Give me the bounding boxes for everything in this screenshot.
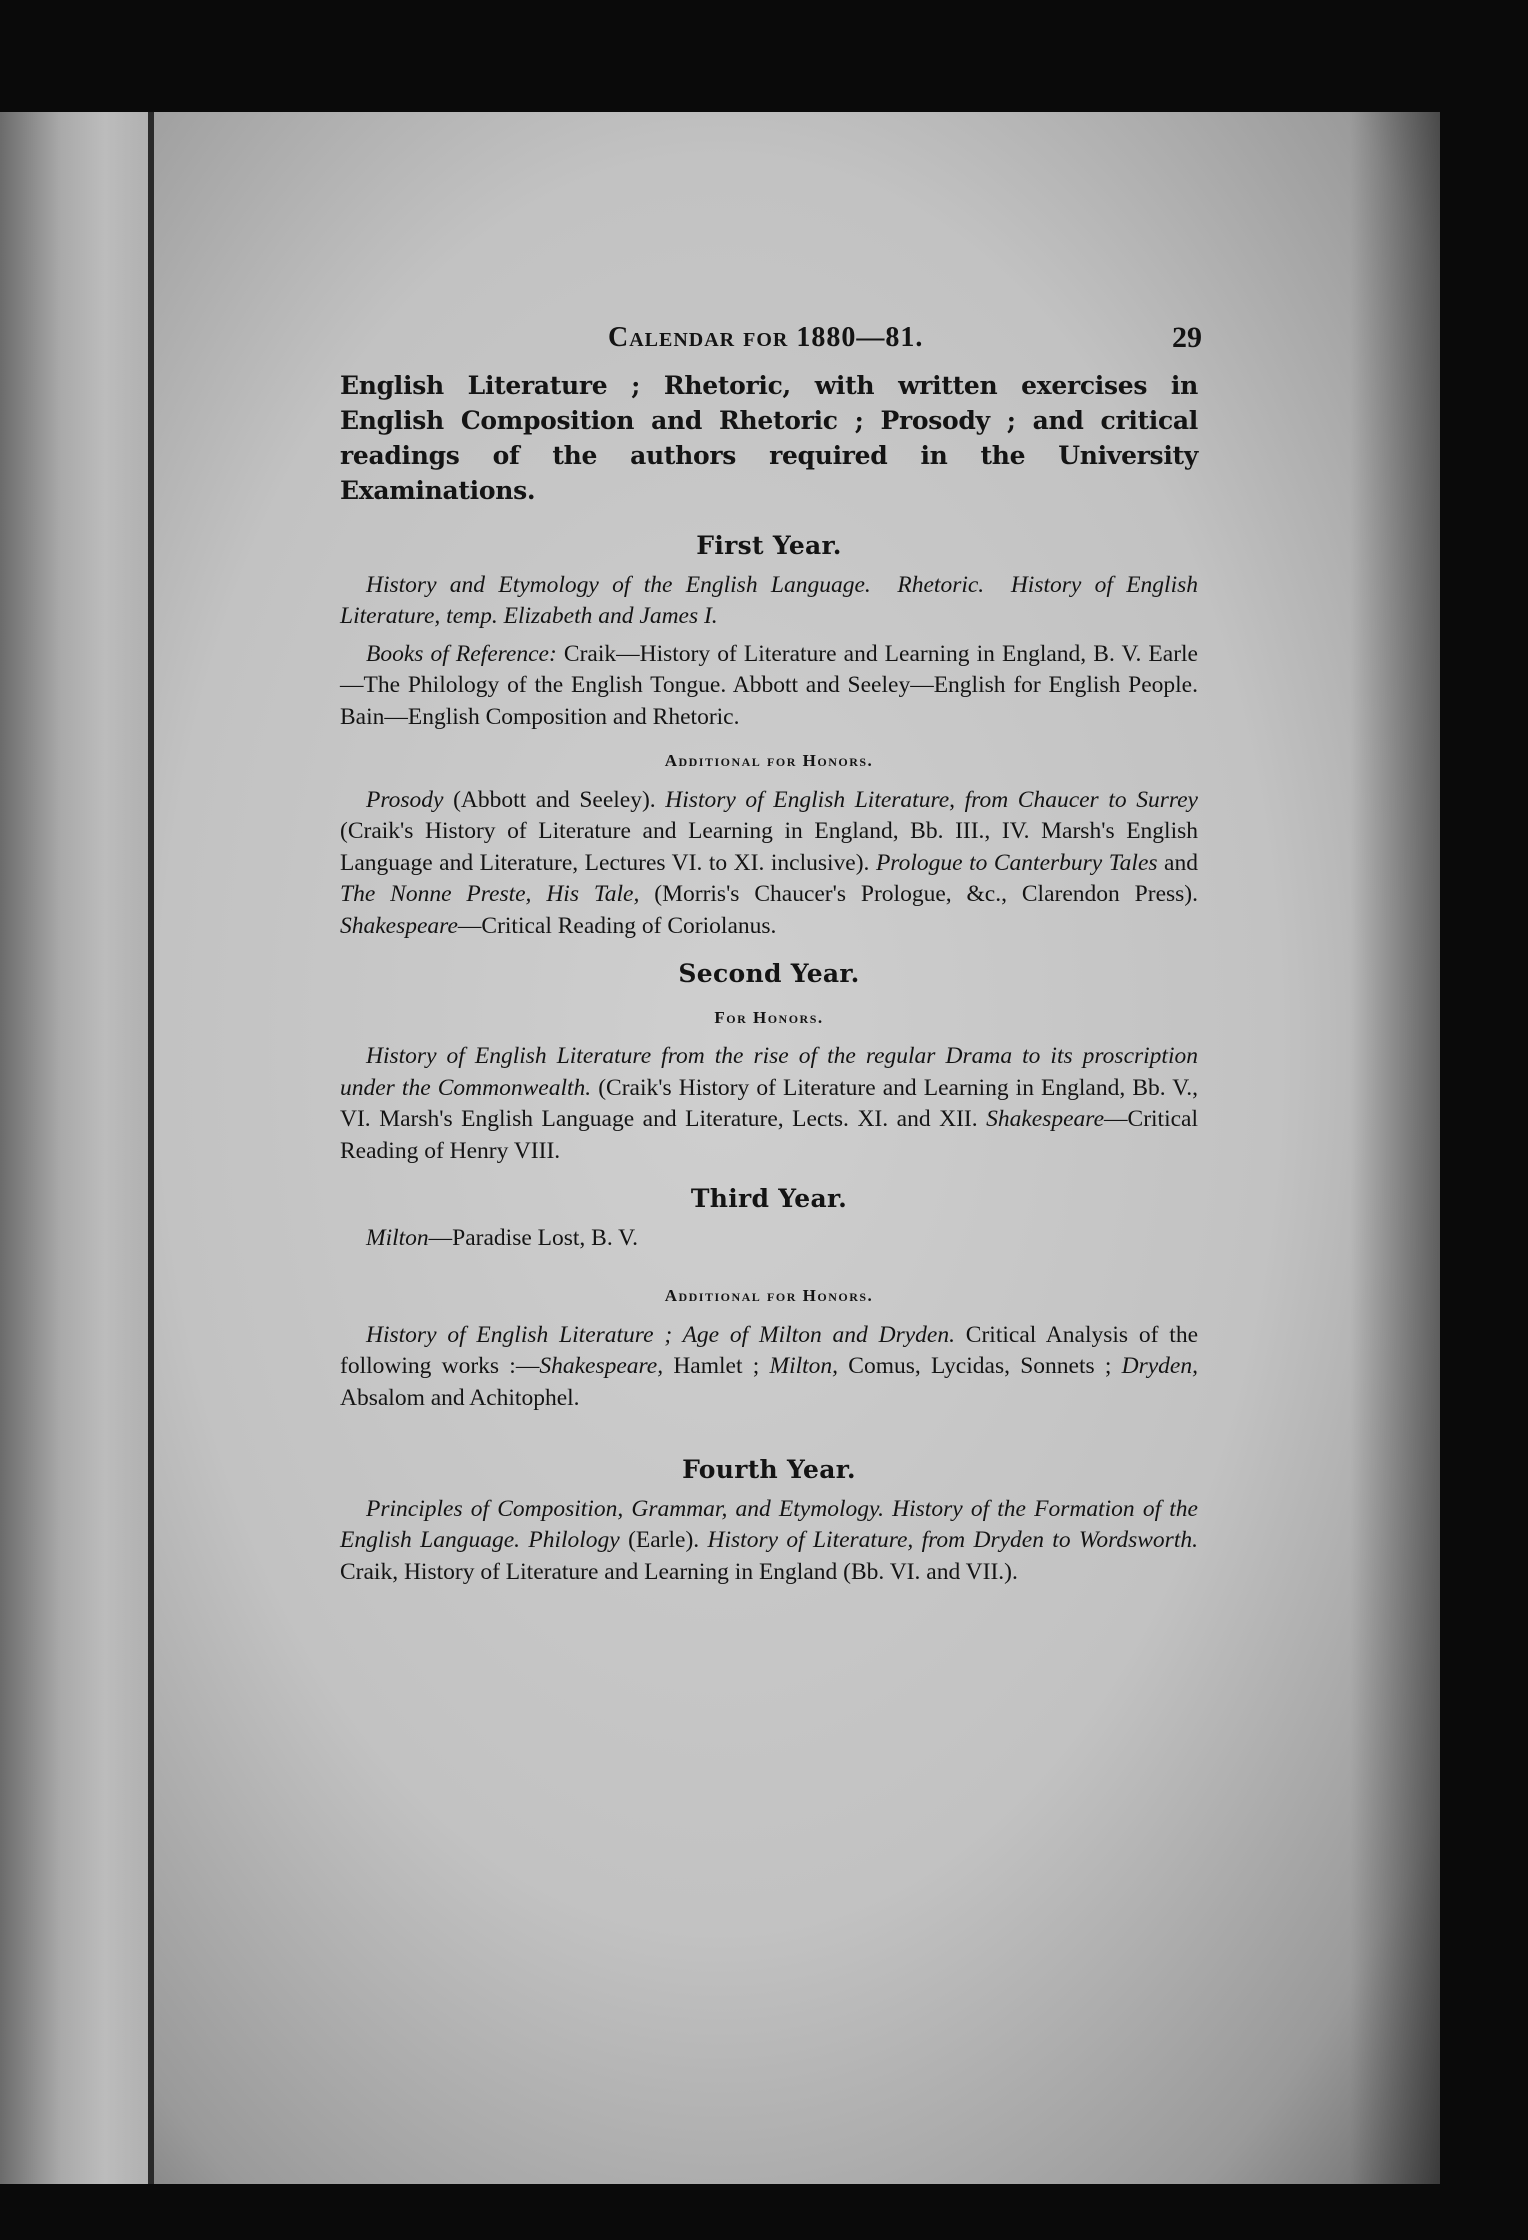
honors-shakespeare: Shakespeare — [340, 912, 458, 939]
honors-prosody: Prosody — [366, 786, 444, 813]
second-year-text-2: —Critical Reading of Henry VIII. — [340, 1106, 1198, 1164]
honors-text-5: —Critical Reading of Coriolanus. — [457, 912, 777, 939]
third-year-text: —Paradise Lost, B. V. — [428, 1224, 639, 1251]
first-year-honors-heading: Additional for Honors. — [664, 751, 874, 770]
third-year-milton: Milton — [366, 1224, 429, 1251]
first-year-references — [340, 639, 1198, 734]
third-year-honors-history: History of English Literature ; Age of Milton and Dryden. — [366, 1321, 955, 1348]
honors-history: History of English Literature, from Chaucer to Surrey — [665, 786, 1198, 813]
honors-text-2: (Craik's History of Literature and Learning in England, Bb. III., IV. Marsh's English Language and Literature, Lectures VI. to XI. inclusive). — [340, 818, 1198, 876]
fourth-year-paragraph — [340, 1494, 1198, 1589]
running-title: Calendar for 1880—81. — [608, 322, 924, 353]
third-year-honors-dryden: Dryden, — [1121, 1353, 1198, 1379]
book-page — [0, 112, 1440, 2184]
third-year-honors-text-3: Comus, Lycidas, Sonnets ; — [838, 1353, 1122, 1379]
third-year-honors-milton: Milton, — [769, 1353, 839, 1379]
running-head — [340, 321, 1202, 362]
fourth-year-history: History of Literature, from Dryden to Wordsworth. — [707, 1527, 1198, 1553]
third-year-paragraph — [340, 1223, 1198, 1255]
references-label: Books of Reference: — [366, 640, 557, 667]
second-year-text-1: (Craik's History of Literature and Learning in England, Bb. V., VI. Marsh's English Language and Literature, Lects. XI. and XII. — [340, 1074, 1198, 1132]
second-year-honors-heading: For Honors. — [714, 1007, 824, 1027]
third-year-honors-heading: Additional for Honors. — [664, 1286, 874, 1305]
honors-prologue: Prologue to Canterbury Tales — [875, 849, 1158, 876]
third-year-honors-paragraph — [340, 1320, 1198, 1415]
second-year-paragraph — [340, 1041, 1198, 1167]
second-year-shakespeare: Shakespeare — [986, 1106, 1105, 1132]
fourth-year-heading: Fourth Year. — [682, 1455, 856, 1484]
honors-text-1: (Abbott and Seeley). — [443, 786, 666, 813]
first-year-subject-rhetoric: Rhetoric. — [897, 571, 985, 598]
first-year-subject-history: History and Etymology of the English Language. — [366, 571, 871, 598]
honors-text-3: and — [1157, 849, 1198, 876]
first-year-subjects — [340, 570, 1198, 633]
third-year-heading: Third Year. — [690, 1184, 848, 1213]
third-year-honors-text-1: Critical Analysis of the following works :— — [340, 1321, 1198, 1379]
page-number: 29 — [1172, 321, 1202, 354]
references-text: Craik—History of Literature and Learning in England, B. V. Earle—The Philology of the English Tongue. Abbott and Seeley—English for English People. Bain—English Composition and Rhetoric. — [340, 640, 1198, 730]
page-shadow — [1350, 112, 1440, 2184]
second-year-heading: Second Year. — [678, 959, 860, 988]
page-text — [340, 321, 1202, 1594]
intro-paragraph: English Literature ; Rhetoric, with written exercises in English Composition and Rhetoric ; Prosody ; and critical readings of the authors required in the University Examinations. — [340, 371, 1198, 505]
facing-page-edge — [0, 112, 150, 2184]
honors-nonne-preste: The Nonne Preste, His Tale, — [340, 881, 640, 907]
page-gutter — [148, 112, 154, 2184]
honors-text-4: (Morris's Chaucer's Prologue, &c., Clarendon Press). — [639, 881, 1198, 907]
fourth-year-text-2: Craik, History of Literature and Learning in England (Bb. VI. and VII.). — [340, 1558, 1018, 1585]
third-year-honors-text-4: Absalom and Achitophel. — [340, 1384, 580, 1411]
third-year-honors-text-2: Hamlet ; — [663, 1353, 770, 1379]
second-year-history: History of English Literature from the rise of the regular Drama to its proscription under the Commonwealth. — [340, 1043, 1198, 1101]
first-year-honors-paragraph — [340, 785, 1198, 943]
third-year-honors-shakespeare: Shakespeare, — [539, 1353, 664, 1379]
fourth-year-principles: Principles of Composition, Grammar, and Etymology. History of the Formation of the English Language. Philology — [340, 1495, 1198, 1553]
first-year-subject-literature: History of English Literature, temp. Elizabeth and James I. — [340, 571, 1199, 629]
fourth-year-text-1: (Earle). — [619, 1527, 708, 1553]
first-year-heading: First Year. — [696, 531, 842, 560]
